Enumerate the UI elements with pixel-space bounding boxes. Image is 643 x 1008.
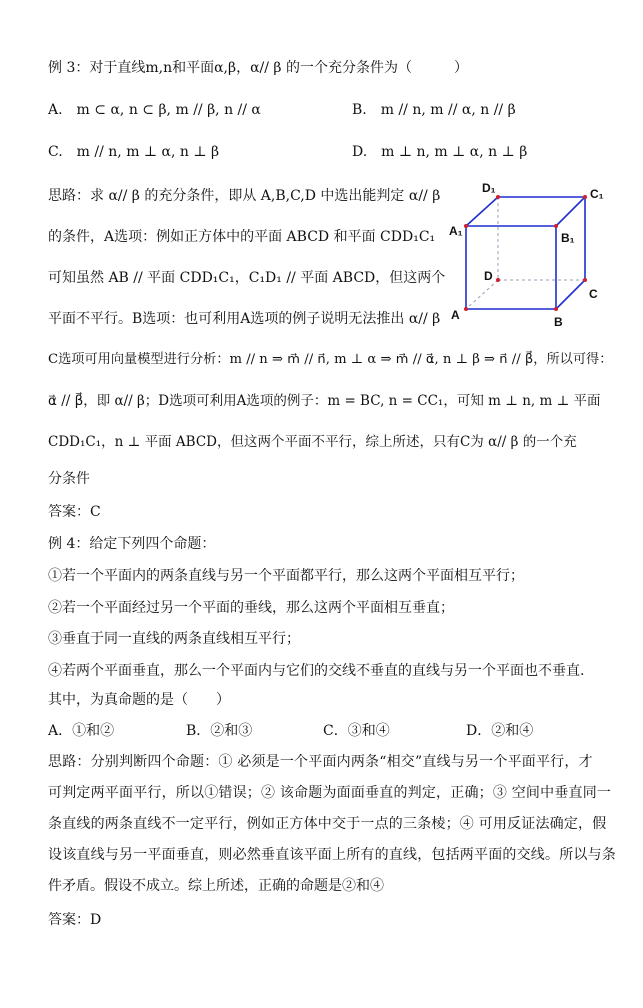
vertex-d1 xyxy=(496,195,500,199)
edge-d-a-hidden xyxy=(466,280,498,309)
ex4-title: 例 4：给定下列四个命题： xyxy=(48,536,216,552)
edge-b1-c1 xyxy=(556,197,585,226)
ex3-title: 例 3：对于直线m,n和平面α,β，α// β 的一个充分条件为（ ） xyxy=(48,60,468,76)
ex4-solution-line-5: 件矛盾。假设不成立。综上所述，正确的命题是②和④ xyxy=(48,878,384,894)
ex4-question: 其中，为真命题的是（ ） xyxy=(48,692,230,708)
ex3-solution-line-2: 的条件，A选项：例如正方体中的平面 ABCD 和平面 CDD₁C₁ xyxy=(48,229,436,245)
ex3-option-a: A. m ⊂ α, n ⊂ β, m // β, n // α xyxy=(48,102,261,118)
ex3-solution-line-7: CDD₁C₁，n ⊥ 平面 ABCD，但这两个平面不平行，综上所述，只有C为 α// β 的一个充 xyxy=(48,434,577,450)
vertex-b1 xyxy=(554,224,558,228)
ex3-solution-line-4: 平面不平行。B选项：也可利用A选项的例子说明无法推出 α// β xyxy=(48,311,441,327)
ex4-solution-line-4: 设该直线与另一平面垂直，则必然垂直该平面上所有的直线，包括两平面的交线。所以与条 xyxy=(48,847,616,863)
ex3-solution-line-1: 思路：求 α// β 的充分条件，即从 A,B,C,D 中选出能判定 α// β xyxy=(48,188,441,204)
vertex-c1 xyxy=(583,195,587,199)
cube-edges xyxy=(466,197,585,309)
vertex-d xyxy=(496,278,500,282)
vertex-a xyxy=(464,307,468,311)
ex3-solution-line-6: α⃗ // β⃗，即 α// β；D选项可利用A选项的例子：m = BC, n = CC₁，可知 m ⊥ n, m ⊥ 平面 xyxy=(48,393,601,409)
ex3-solution-line-8: 分条件 xyxy=(48,471,90,487)
label-d1: D₁ xyxy=(482,181,496,195)
vertex-a1 xyxy=(464,224,468,228)
ex4-option-b: B．②和③ xyxy=(186,723,253,739)
ex3-option-c: C. m // n, m ⊥ α, n ⊥ β xyxy=(48,144,220,160)
edge-c-b xyxy=(556,280,585,309)
ex4-proposition-2: ②若一个平面经过另一个平面的垂线，那么这两个平面相互垂直； xyxy=(48,600,454,616)
edge-a1-d1 xyxy=(466,197,498,226)
cube-diagram xyxy=(446,176,616,332)
ex4-option-c: C．③和④ xyxy=(323,723,390,739)
label-d: D xyxy=(484,269,493,283)
ex3-option-d: D. m ⊥ n, m ⊥ α, n ⊥ β xyxy=(352,144,528,160)
ex3-solution-line-3: 可知虽然 AB // 平面 CDD₁C₁，C₁D₁ // 平面 ABCD，但这两个 xyxy=(48,270,446,286)
label-c1: C₁ xyxy=(590,187,604,201)
ex4-option-a: A．①和② xyxy=(48,723,115,739)
label-b1: B₁ xyxy=(561,231,575,245)
ex4-option-d: D．②和④ xyxy=(466,723,534,739)
ex4-proposition-3: ③垂直于同一直线的两条直线相互平行； xyxy=(48,631,300,647)
ex4-proposition-4: ④若两个平面垂直，那么一个平面内与它们的交线不垂直的直线与另一个平面也不垂直. xyxy=(48,663,585,679)
ex3-answer: 答案：C xyxy=(48,504,101,520)
ex3-solution-line-5: C选项可用向量模型进行分析：m // n ⇒ m⃗ // n⃗, m ⊥ α ⇒ m⃗ // α⃗, n ⊥ β ⇒ n⃗ // β⃗，所以可得： xyxy=(48,352,613,367)
ex4-proposition-1: ①若一个平面内的两条直线与另一个平面都平行，那么这两个平面相互平行； xyxy=(48,568,524,584)
vertex-b xyxy=(554,307,558,311)
ex4-solution-line-3: 条直线的两条直线不一定平行，例如正方体中交于一点的三条棱；④ 可用反证法确定，假 xyxy=(48,816,607,832)
label-b: B xyxy=(554,315,563,329)
label-c: C xyxy=(589,287,598,301)
vertex-c xyxy=(583,278,587,282)
ex4-solution-line-2: 可判定两平面平行，所以①错误；② 该命题为面面垂直的判定，正确；③ 空间中垂直同一 xyxy=(48,785,612,801)
ex4-answer: 答案：D xyxy=(48,912,102,928)
label-a: A xyxy=(451,308,460,322)
ex3-option-b: B. m // n, m // α, n // β xyxy=(352,102,516,118)
ex4-solution-line-1: 思路：分别判断四个命题：① 必须是一个平面内两条“相交”直线与另一个平面平行，才 xyxy=(48,754,593,770)
label-a1: A₁ xyxy=(449,224,463,238)
